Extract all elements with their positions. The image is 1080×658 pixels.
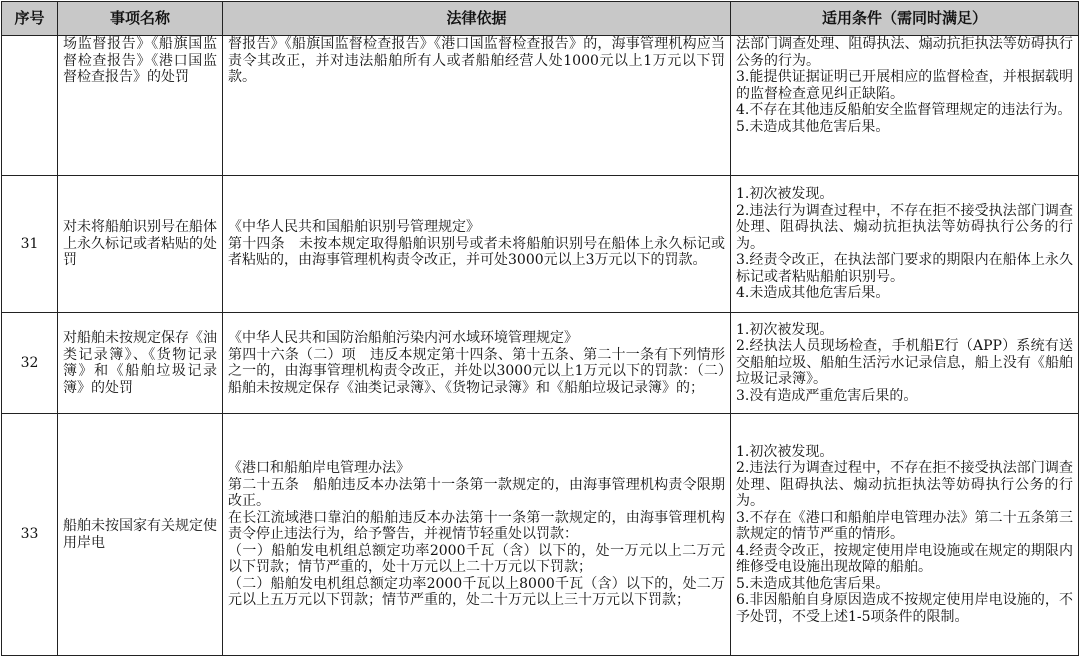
row-serial-no: 32 — [2, 313, 58, 414]
row-conditions: 1.初次被发现。 2.违法行为调查过程中，不存在拒不接受执法部门调查处理、阻碍执法、煽动抗拒执法等妨碍执行公务的行为。 3.不存在《港口和船舶岸电管理办法》第二十五条第三款规定的情节严重的情形。 4.经责令改正，按规定使用岸电设施或在规定的期限内维修受电设施出现故障的船舶。 5.未造成其他危害后果。 6.非因船舶自身原因造成不按规定使用岸电设施的，不予处罚，不受上述1-5项条件的限制。 — [731, 414, 1079, 656]
row-conditions: 1.初次被发现。 2.经执法人员现场检查，手机船E行（APP）系统有送交船舶垃圾、船舶生活污水记录信息，船上没有《船舶垃圾记录簿》。 3.没有造成严重危害后果的。 — [731, 313, 1079, 414]
row-item-name: 对未将船舶识别号在船体上永久标记或者粘贴的处罚 — [58, 176, 223, 313]
header-item-name: 事项名称 — [58, 2, 223, 36]
row-item-name: 船舶未按国家有关规定使用岸电 — [58, 414, 223, 656]
row-item-name: 场监督报告》《船旗国监督检查报告》《港口国监督检查报告》的处罚 — [58, 36, 223, 176]
row-conditions: 法部门调查处理、阻碍执法、煽动抗拒执法等妨碍执行公务的行为。 3.能提供证据证明已开展相应的监督检查，并根据载明的监督检查意见纠正缺陷。 4.不存在其他违反船舶安全监督管理规定的违法行为。 5.未造成其他危害后果。 — [731, 36, 1079, 176]
table-row — [2, 313, 1079, 414]
row-legal-basis: 《中华人民共和国防治船舶污染内河水域环境管理规定》 第四十六条（二）项 违反本规定第十四条、第十五条、第二十一条有下列情形之一的，由海事管理机构责令改正，并处以3000元以上1万元以下的罚款：（二）船舶未按规定保存《油类记录簿》、《货物记录簿》和《船舶垃圾记录簿》的； — [223, 313, 731, 414]
header-serial-no: 序号 — [2, 2, 58, 36]
row-serial-no: 31 — [2, 176, 58, 313]
table-row — [2, 176, 1079, 313]
header-legal-basis: 法律依据 — [223, 2, 731, 36]
row-serial-no — [2, 36, 58, 176]
row-legal-basis: 《中华人民共和国船舶识别号管理规定》 第十四条 未按本规定取得船舶识别号或者未将船舶识别号在船体上永久标记或者粘贴的，由海事管理机构责令改正，并可处3000元以上3万元以下的罚款。 — [223, 176, 731, 313]
row-legal-basis: 督报告》《船旗国监督检查报告》《港口国监督检查报告》的，海事管理机构应当责令其改正，并对违法船舶所有人或者船舶经营人处1000元以上1万元以下罚款。 — [223, 36, 731, 176]
row-conditions: 1.初次被发现。 2.违法行为调查过程中，不存在拒不接受执法部门调查处理、阻碍执法、煽动抗拒执法等妨碍执行公务的行为。 3.经责令改正，在执法部门要求的期限内在船体上永久标记或者粘贴船舶识别号。 4.未造成其他危害后果。 — [731, 176, 1079, 313]
header-conditions: 适用条件（需同时满足） — [731, 2, 1079, 36]
row-legal-basis: 《港口和船舶岸电管理办法》 第二十五条 船舶违反本办法第十一条第一款规定的，由海事管理机构责令限期改正。 在长江流域港口靠泊的船舶违反本办法第十一条第一款规定的，由海事管理机构责令停止违法行为，给予警告，并视情节轻重处以罚款： （一）船舶发电机组总额定功率2000千瓦（含）以下的，处一万元以上二万元以下罚款；情节严重的，处十万元以上二十万元以下罚款； （二）船舶发电机组总额定功率2000千瓦以上8000千瓦（含）以下的，处二万元以上五万元以下罚款；情节严重的，处二十万元以上三十万元以下罚款； — [223, 414, 731, 656]
table-row — [2, 36, 1079, 176]
header-row — [2, 2, 1079, 36]
regulation-table — [1, 1, 1079, 656]
table-row — [2, 414, 1079, 656]
row-serial-no: 33 — [2, 414, 58, 656]
row-item-name: 对船舶未按规定保存《油类记录簿》、《货物记录簿》和《船舶垃圾记录簿》的处罚 — [58, 313, 223, 414]
